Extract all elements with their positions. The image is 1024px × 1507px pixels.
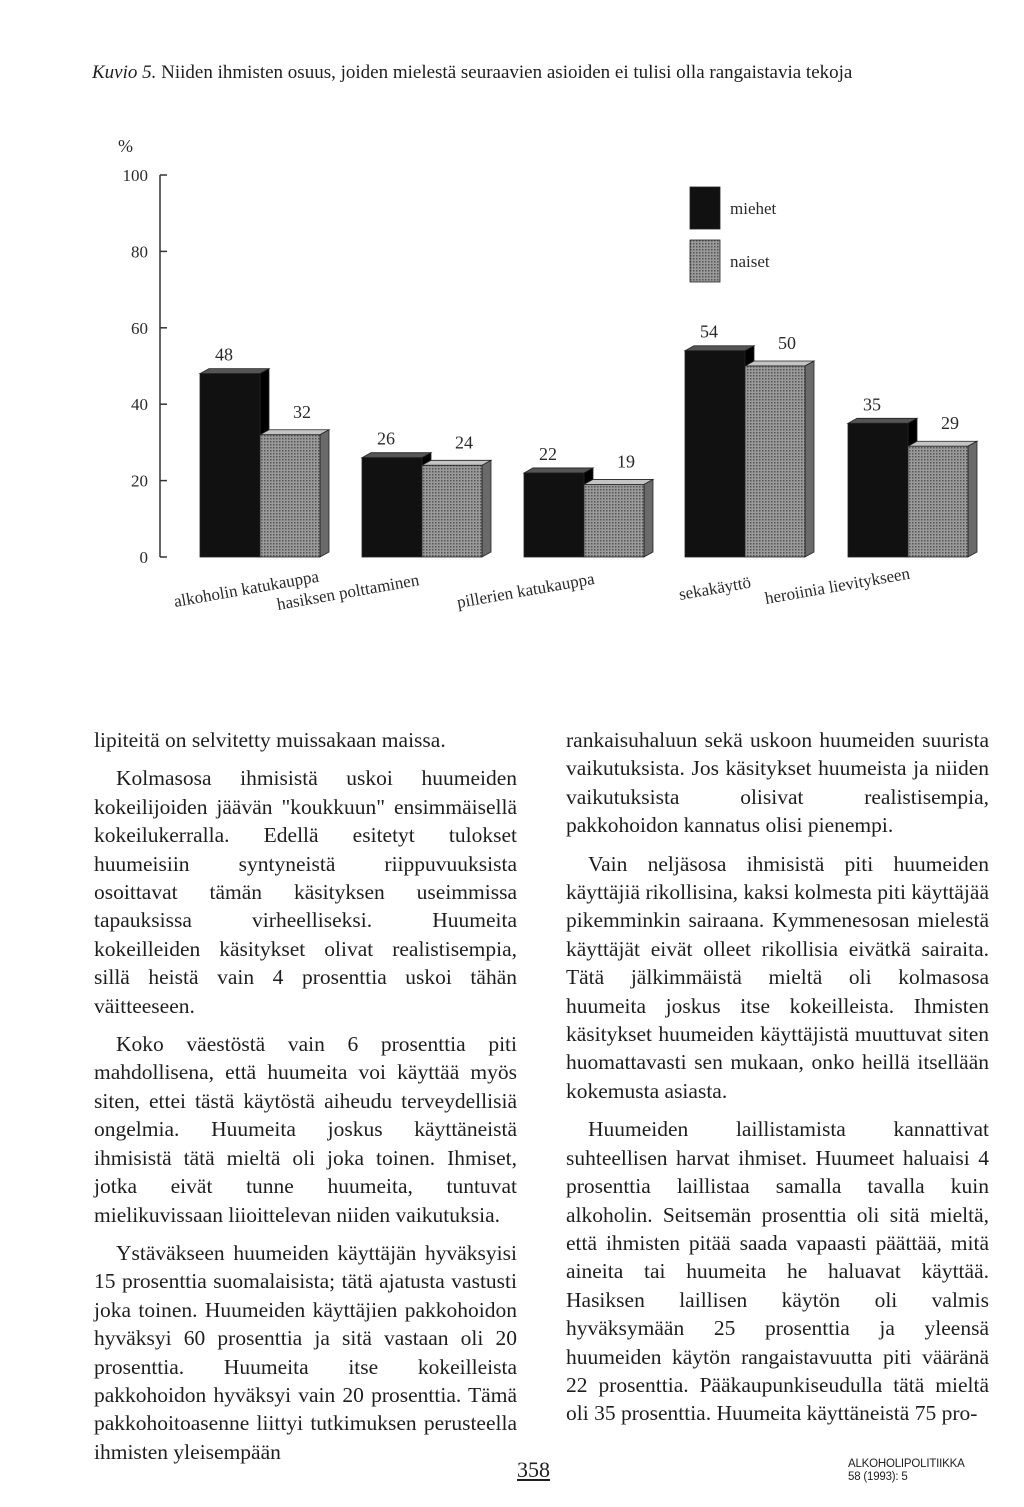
bar-miehet-3 [685, 351, 745, 557]
paragraph: Koko väestöstä vain 6 prosenttia piti mahdollisena, että huumeita voi käyttää myös siten, ettei tästä käytöstä aiheudu terveydellisiä ongelmia. Huumeita joskus käyttäneistä ihmisistä tätä mieltä oli joka toinen. Ihmiset, jotka eivät tunne huumeita, tuntuvat mielikuvissaan liioittelevan niiden vaikutuksia. [94, 1032, 517, 1227]
bar-top-face [685, 346, 754, 351]
bar-naiset-4 [908, 446, 968, 557]
data-label: 26 [377, 428, 395, 449]
legend-swatch-naiset [690, 240, 720, 282]
bar-top-face [848, 418, 917, 423]
paragraph: rankaisuhaluun sekä uskoon huumeiden suurista vaikutuksista. Jos käsitykset huumeista ja niiden vaikutuksista olisivat realistisempia, pakkohoidon kannatus olisi pienempi. [566, 728, 989, 838]
y-tick-label: 40 [131, 395, 148, 415]
x-tick-label: alkoholin katukauppa [172, 566, 321, 611]
figure-caption-text: Niiden ihmisten osuus, joiden mielestä seuraavien asioiden ei tulisi olla rangaistavia tekoja [161, 62, 853, 83]
bar-top-face [908, 441, 977, 446]
x-tick-label: heroiinia lievitykseen [763, 563, 912, 608]
bar-top-face [260, 430, 329, 435]
bar-top-face [200, 369, 269, 374]
bar-miehet-0 [200, 374, 260, 557]
page-number: 358 [517, 1457, 550, 1482]
data-label: 24 [455, 432, 473, 453]
y-tick-label: 0 [139, 548, 148, 567]
bar-side-face [482, 460, 491, 557]
bar-side-face [968, 441, 977, 557]
y-axis-unit: % [118, 136, 133, 156]
y-tick-label: 100 [122, 166, 148, 185]
x-tick-label: hasiksen polttaminen [275, 570, 421, 614]
bar-miehet-4 [848, 423, 908, 557]
journal-issue: 58 (1993): 5 [848, 1471, 908, 1483]
y-tick-label: 80 [131, 242, 148, 262]
bar-chart [0, 0, 1024, 700]
bar-side-face [320, 430, 329, 557]
bar-miehet-2 [524, 473, 584, 557]
paragraph: Ystäväkseen huumeiden käyttäjän hyväksyisi 15 prosenttia suomalaisista; tätä ajatusta vastusti joka toinen. Huumeiden käyttäjien pakkohoidon hyväksyi 60 prosenttia ja sitä vastaan oli 20 prosenttia. Huumeita itse kokeilleista pakkohoidon hyväksyi vain 20 prosenttia. Tämä pakkohoitoasenne liittyi tutkimuksen perusteella ihmisten yleisempään [94, 1240, 517, 1464]
bar-naiset-3 [745, 366, 805, 557]
data-label: 50 [778, 333, 796, 353]
journal-reference [848, 1458, 965, 1484]
data-label: 22 [539, 443, 557, 464]
figure-label: Kuvio 5. [92, 62, 157, 83]
paragraph: lipiteitä on selvitetty muissakaan maissa. [94, 728, 446, 752]
bar-side-face [644, 479, 653, 557]
data-label: 32 [293, 401, 311, 422]
legend-label: naiset [730, 252, 770, 271]
bar-naiset-1 [422, 465, 482, 557]
bar-naiset-0 [260, 435, 320, 557]
data-label: 19 [617, 451, 635, 472]
text-column-right [566, 726, 989, 1428]
data-label: 29 [941, 413, 959, 434]
bar-top-face [524, 468, 593, 473]
data-label: 54 [700, 321, 718, 342]
bar-side-face [805, 361, 814, 557]
data-label: 48 [215, 344, 233, 365]
paragraph: Kolmasosa ihmisistä uskoi huumeiden kokeilijoiden jäävän "koukkuun" ensimmäisellä kokeilukerralla. Edellä esitetyt tulokset huumeisiin syntyneistä riippuvuuksista osoittavat tämän käsityksen useimmissa tapauksissa virheelliseksi. Huumeita kokeilleiden käsitykset olivat realistisempia, sillä heistä vain 4 prosenttia uskoi tähän väitteeseen. [94, 766, 517, 1018]
bar-top-face [362, 453, 431, 458]
y-tick-label: 20 [131, 471, 148, 491]
bar-top-face [422, 460, 491, 465]
x-tick-label: pillerien katukauppa [455, 569, 596, 612]
text-column-left [94, 726, 517, 1466]
data-label: 35 [863, 394, 881, 415]
paragraph: Vain neljäsosa ihmisistä piti huumeiden käyttäjiä rikollisina, kaksi kolmesta piti käyttäjää pikemminkin sairaana. Kymmenesosan mielestä käyttäjät eivät olleet rikollisia eivätkä sairaita. Tätä jälkimmäistä mieltä oli kolmasosa huumeita joskus itse kokeilleista. Ihmisten käsitykset huumeiden käyttäjistä muuttuvat siten huomattavasti sen mukaan, onko heillä itsellään kokemusta asiasta. [566, 851, 989, 1103]
bar-top-face [584, 479, 653, 484]
bar-miehet-1 [362, 458, 422, 557]
bar-top-face [745, 361, 814, 366]
y-tick-label: 60 [131, 318, 148, 338]
legend-swatch-miehet [690, 187, 720, 229]
bar-naiset-2 [584, 484, 644, 557]
journal-name: ALKOHOLIPOLITIIKKA [848, 1458, 965, 1470]
paragraph: Huumeiden laillistamista kannattivat suhteellisen harvat ihmiset. Huumeet haluaisi 4 prosenttia laillistaa samalla tavalla kuin alkoholin. Seitsemän prosenttia oli sitä mieltä, että ihmisten pitää saada vapaasti päättää, mitä aineita tai huumeita he haluavat käyttää. Hasiksen laillisen käytön oli valmis hyväksymään 25 prosenttia ja yleensä huumeiden käytön rangaistavuutta piti vääränä 22 prosenttia. Pääkaupunkiseudulla tätä mieltä oli 35 prosenttia. Huumeita käyttäneistä 75 pro- [566, 1117, 989, 1426]
legend-label: miehet [730, 199, 777, 218]
x-tick-label: sekakäyttö [677, 572, 753, 604]
